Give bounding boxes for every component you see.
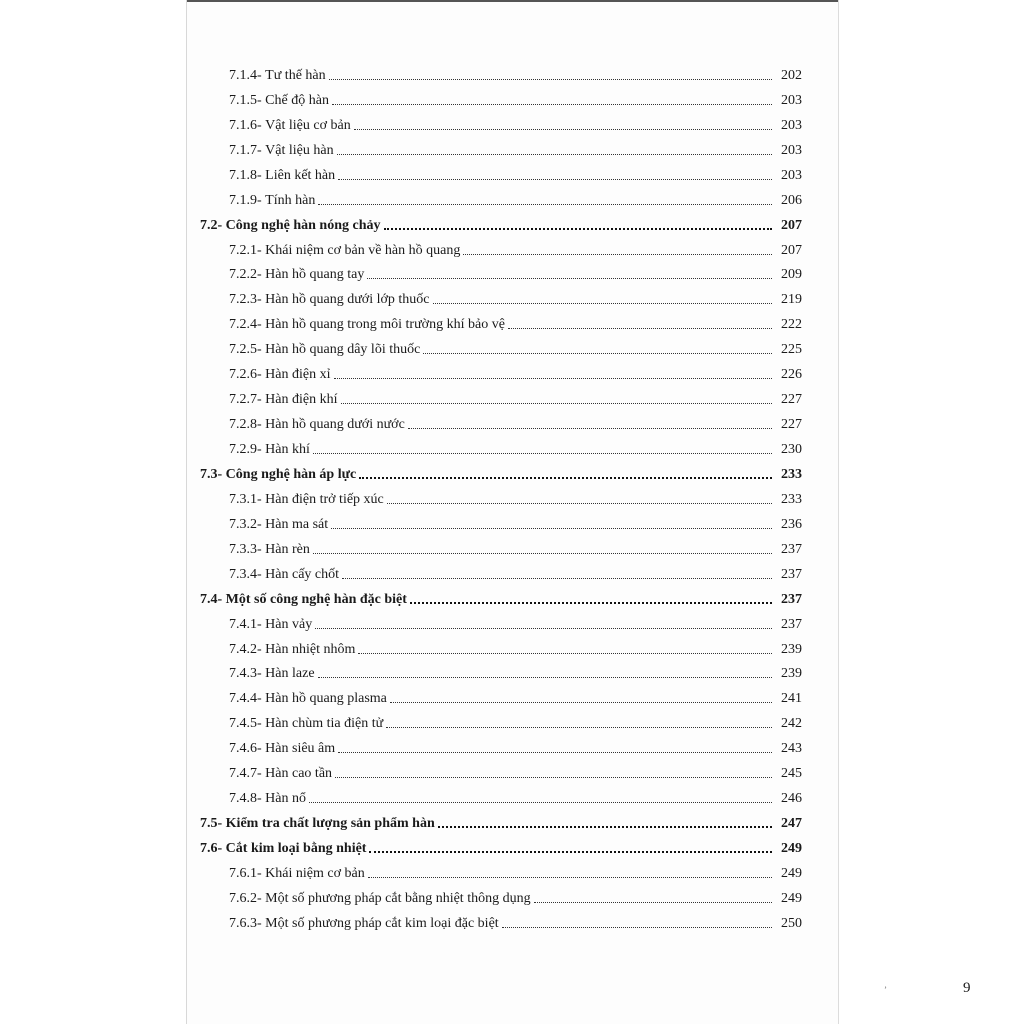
toc-entry-title: Khái niệm cơ bản bbox=[265, 865, 365, 881]
toc-entry-page: 203 bbox=[781, 167, 802, 183]
toc-entry-number: 7.2- bbox=[200, 217, 223, 233]
toc-entry-page: 245 bbox=[781, 766, 802, 782]
dot-leader bbox=[387, 502, 772, 504]
dot-leader bbox=[386, 726, 772, 728]
toc-subsection-entry bbox=[187, 308, 838, 333]
toc-subsection-entry bbox=[187, 882, 838, 907]
toc-entry-page: 227 bbox=[781, 417, 802, 433]
toc-entry-title: Hàn vảy bbox=[265, 616, 313, 632]
toc-entry-title: Hàn hồ quang dây lõi thuốc bbox=[265, 342, 421, 358]
toc-entry-number: 7.1.9- bbox=[229, 192, 262, 208]
book-page bbox=[186, 0, 971, 1024]
toc-section-entry bbox=[187, 458, 838, 483]
toc-entry-title: Hàn nhiệt nhôm bbox=[265, 641, 356, 657]
toc-entry-number: 7.6- bbox=[200, 841, 223, 856]
dot-leader bbox=[337, 153, 772, 155]
toc-entry-title: Chế độ hàn bbox=[265, 92, 329, 108]
toc-section-entry bbox=[187, 209, 838, 234]
toc-entry-page: 237 bbox=[781, 566, 802, 582]
toc-entry-page: 239 bbox=[781, 641, 802, 657]
toc-subsection-entry bbox=[187, 782, 838, 807]
toc-entry-number: 7.1.8- bbox=[229, 167, 262, 183]
toc-subsection-entry bbox=[187, 283, 838, 308]
dot-leader bbox=[318, 203, 772, 205]
dot-leader bbox=[313, 452, 772, 454]
dot-leader bbox=[390, 701, 772, 703]
toc-subsection-entry bbox=[187, 757, 838, 782]
toc-subsection-entry bbox=[187, 508, 838, 533]
toc-entry-number: 7.2.7- bbox=[229, 392, 262, 408]
toc-subsection-entry bbox=[187, 857, 838, 882]
toc-entry-number: 7.2.9- bbox=[229, 442, 262, 457]
dot-leader bbox=[384, 227, 773, 230]
dot-leader bbox=[502, 926, 772, 928]
toc-entry-number: 7.1.6- bbox=[229, 117, 262, 133]
toc-subsection-entry bbox=[187, 358, 838, 383]
toc-subsection-entry bbox=[187, 383, 838, 408]
toc-entry-title: Vật liệu hàn bbox=[265, 142, 334, 158]
toc-subsection-entry bbox=[187, 682, 838, 707]
toc-entry-number: 7.4.7- bbox=[229, 766, 262, 782]
toc-subsection-entry bbox=[187, 59, 838, 84]
toc-entry-page: 233 bbox=[781, 466, 802, 482]
toc-entry-title: Một số phương pháp cắt bằng nhiệt thông dụng bbox=[265, 890, 531, 906]
dot-leader bbox=[359, 476, 772, 479]
toc-entry-page: 249 bbox=[781, 841, 802, 856]
page-number: 9 bbox=[963, 980, 971, 996]
toc-entry-number: 7.2.8- bbox=[229, 417, 262, 433]
dot-leader bbox=[433, 302, 773, 304]
toc-entry-title: Hàn cấy chốt bbox=[265, 566, 340, 582]
toc-entry-page: 236 bbox=[781, 516, 802, 532]
toc-entry-title: Hàn laze bbox=[265, 666, 315, 682]
toc-subsection-entry bbox=[187, 907, 838, 932]
toc-entry-page: 239 bbox=[781, 666, 802, 682]
toc-entry-number: 7.3.4- bbox=[229, 566, 262, 582]
toc-entry-number: 7.4- bbox=[200, 591, 223, 607]
toc-entry-page: 203 bbox=[781, 142, 802, 158]
toc-entry-number: 7.3.3- bbox=[229, 541, 262, 557]
toc-entry-number: 7.4.4- bbox=[229, 691, 262, 707]
dot-leader bbox=[534, 901, 772, 903]
toc-subsection-entry bbox=[187, 732, 838, 757]
toc-entry-title: Hàn điện xỉ bbox=[265, 367, 331, 383]
toc-entry-page: 230 bbox=[781, 442, 802, 457]
toc-entry-number: 7.2.6- bbox=[229, 367, 262, 383]
toc-entry-title: Khái niệm cơ bản về hàn hồ quang bbox=[265, 242, 461, 258]
dot-leader bbox=[338, 751, 772, 753]
toc-entry-page: 219 bbox=[781, 292, 802, 308]
toc-entry-title: Liên kết hàn bbox=[265, 167, 336, 183]
toc-entry-title: Hàn điện trở tiếp xúc bbox=[265, 491, 384, 507]
toc-entry-number: 7.4.5- bbox=[229, 716, 262, 732]
toc-entry-title: Hàn hồ quang tay bbox=[265, 267, 365, 283]
dot-leader bbox=[423, 352, 772, 354]
toc-subsection-entry bbox=[187, 84, 838, 109]
toc-subsection-entry bbox=[187, 608, 838, 633]
toc-subsection-entry bbox=[187, 134, 838, 159]
toc-entry-title: Công nghệ hàn nóng chảy bbox=[225, 217, 381, 233]
toc-entry-title: Hàn hồ quang trong môi trường khí bảo vệ bbox=[265, 317, 505, 333]
toc-entry-title: Hàn rèn bbox=[265, 541, 310, 557]
toc-subsection-entry bbox=[187, 259, 838, 284]
toc-entry-page: 242 bbox=[781, 716, 802, 732]
toc-entry-number: 7.2.3- bbox=[229, 292, 262, 308]
toc-entry-number: 7.2.2- bbox=[229, 267, 262, 283]
toc-entry-number: 7.6.1- bbox=[229, 865, 262, 881]
dot-leader bbox=[367, 277, 772, 279]
dot-leader bbox=[331, 527, 772, 529]
toc-entry-page: 237 bbox=[781, 591, 802, 607]
toc-subsection-entry bbox=[187, 109, 838, 134]
dot-leader bbox=[332, 103, 772, 105]
toc-entry-number: 7.4.2- bbox=[229, 641, 262, 657]
toc-subsection-entry bbox=[187, 234, 838, 259]
stray-mark: ’ bbox=[884, 985, 887, 995]
toc-subsection-entry bbox=[187, 433, 838, 458]
toc-entry-page: 203 bbox=[781, 92, 802, 108]
toc-entry-page: 246 bbox=[781, 791, 802, 807]
toc-entry-page: 237 bbox=[781, 616, 802, 632]
toc-entry-number: 7.3.2- bbox=[229, 516, 262, 532]
toc-entry-number: 7.3.1- bbox=[229, 491, 262, 507]
toc-entry-number: 7.4.8- bbox=[229, 791, 262, 807]
toc-subsection-entry bbox=[187, 408, 838, 433]
toc-entry-title: Hàn cao tần bbox=[265, 766, 333, 782]
toc-entry-title: Tính hàn bbox=[265, 192, 316, 208]
toc-entry-page: 222 bbox=[781, 317, 802, 333]
toc-entry-page: 225 bbox=[781, 342, 802, 358]
toc-entry-page: 207 bbox=[781, 242, 802, 258]
toc-entry-page: 233 bbox=[781, 491, 802, 507]
toc-subsection-entry bbox=[187, 184, 838, 209]
toc-subsection-entry bbox=[187, 658, 838, 683]
dot-leader bbox=[508, 327, 772, 329]
toc-entry-title: Cắt kim loại bằng nhiệt bbox=[225, 841, 367, 856]
toc-entry-title: Một số phương pháp cắt kim loại đặc biệt bbox=[265, 915, 499, 931]
toc-section-entry bbox=[187, 583, 838, 608]
dot-leader bbox=[438, 825, 772, 828]
toc-section-entry bbox=[187, 807, 838, 832]
toc-entry-number: 7.6.2- bbox=[229, 890, 262, 906]
dot-leader bbox=[315, 627, 772, 629]
dot-leader bbox=[358, 652, 772, 654]
toc-entry-title: Hàn hồ quang dưới nước bbox=[265, 417, 405, 433]
toc-entry-title: Hàn điện khí bbox=[265, 392, 338, 408]
table-of-contents bbox=[187, 59, 838, 932]
toc-entry-title: Vật liệu cơ bản bbox=[265, 117, 351, 133]
toc-subsection-entry bbox=[187, 533, 838, 558]
toc-entry-number: 7.2.1- bbox=[229, 242, 262, 258]
dot-leader bbox=[338, 178, 772, 180]
toc-entry-title: Hàn khí bbox=[265, 442, 310, 457]
toc-entry-number: 7.5- bbox=[200, 816, 223, 832]
dot-leader bbox=[408, 427, 772, 429]
toc-subsection-entry bbox=[187, 483, 838, 508]
dot-leader bbox=[410, 601, 772, 604]
toc-subsection-entry bbox=[187, 558, 838, 583]
dot-leader bbox=[342, 577, 772, 579]
toc-entry-title: Hàn chùm tia điện tử bbox=[265, 716, 384, 732]
dot-leader bbox=[463, 253, 772, 255]
dot-leader bbox=[309, 801, 772, 803]
toc-entry-page: 206 bbox=[781, 192, 802, 208]
toc-entry-title: Tư thế hàn bbox=[265, 67, 326, 83]
toc-entry-number: 7.2.4- bbox=[229, 317, 262, 333]
dot-leader bbox=[313, 552, 772, 554]
dot-leader bbox=[334, 377, 773, 379]
dot-leader bbox=[329, 78, 772, 80]
toc-entry-page: 249 bbox=[781, 865, 802, 881]
toc-entry-page: 250 bbox=[781, 915, 802, 931]
toc-entry-page: 202 bbox=[781, 67, 802, 83]
dot-leader bbox=[341, 402, 773, 404]
toc-entry-page: 241 bbox=[781, 691, 802, 707]
toc-section-entry bbox=[187, 832, 838, 857]
toc-entry-number: 7.2.5- bbox=[229, 342, 262, 358]
dot-leader bbox=[369, 850, 772, 853]
toc-entry-number: 7.1.5- bbox=[229, 92, 262, 108]
toc-subsection-entry bbox=[187, 159, 838, 184]
dot-leader bbox=[335, 776, 772, 778]
toc-entry-page: 203 bbox=[781, 117, 802, 133]
toc-entry-title: Hàn hồ quang dưới lớp thuốc bbox=[265, 292, 430, 308]
toc-entry-number: 7.6.3- bbox=[229, 915, 262, 931]
toc-entry-title: Công nghệ hàn áp lực bbox=[225, 466, 357, 482]
toc-entry-page: 249 bbox=[781, 890, 802, 906]
toc-entry-title: Kiểm tra chất lượng sản phẩm hàn bbox=[225, 816, 435, 832]
toc-entry-title: Một số công nghệ hàn đặc biệt bbox=[225, 591, 407, 607]
toc-entry-page: 237 bbox=[781, 541, 802, 557]
toc-subsection-entry bbox=[187, 633, 838, 658]
toc-entry-title: Hàn ma sát bbox=[265, 516, 329, 532]
toc-entry-number: 7.4.6- bbox=[229, 741, 262, 757]
dot-leader bbox=[368, 876, 772, 878]
toc-entry-number: 7.4.1- bbox=[229, 616, 262, 632]
toc-entry-number: 7.4.3- bbox=[229, 666, 262, 682]
toc-subsection-entry bbox=[187, 707, 838, 732]
toc-entry-title: Hàn hồ quang plasma bbox=[265, 691, 387, 707]
toc-entry-page: 207 bbox=[781, 217, 802, 233]
toc-entry-page: 209 bbox=[781, 267, 802, 283]
toc-entry-number: 7.3- bbox=[200, 466, 223, 482]
toc-entry-page: 243 bbox=[781, 741, 802, 757]
toc-entry-title: Hàn nổ bbox=[265, 791, 306, 807]
toc-entry-title: Hàn siêu âm bbox=[265, 741, 336, 757]
dot-leader bbox=[318, 676, 772, 678]
toc-entry-number: 7.1.4- bbox=[229, 67, 262, 83]
toc-entry-number: 7.1.7- bbox=[229, 142, 262, 158]
toc-entry-page: 227 bbox=[781, 392, 802, 408]
dot-leader bbox=[354, 128, 772, 130]
toc-entry-page: 226 bbox=[781, 367, 802, 383]
toc-entry-page: 247 bbox=[781, 816, 802, 832]
toc-subsection-entry bbox=[187, 333, 838, 358]
